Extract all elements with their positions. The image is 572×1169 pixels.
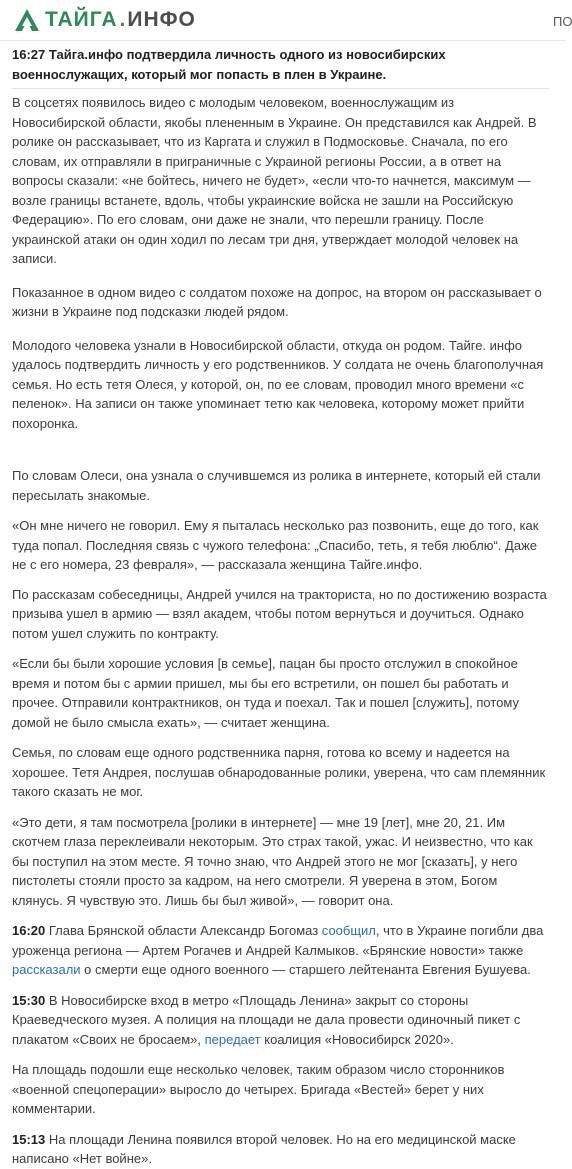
quote-paragraph: «Это дети, я там посмотрела [ролики в интернете] — мне 19 [лет], мне 20, 21. Им скотчем глаза переклеивали некоторым. Это страх такой, ужас. И неизвестно, что как бы поступил на этом месте. Я точно знаю, что Андрей этого не мог [сказать], у него пистолеты стояли просто за кадром, на него смотрели. Я уверена в этом, Богом клянусь. Я чувствую это. Лишь бы был живой», — говорит она. (12, 814, 533, 908)
news-entry (12, 921, 549, 980)
entry-headline (12, 45, 549, 84)
nav-menu-stub[interactable]: ПО (553, 14, 572, 29)
news-feed (12, 45, 549, 1169)
quote-paragraph: «Если бы были хорошие условия [в семье], пацан бы просто отслужил в спокойное время и потом бы с армии пришел, мы бы его встретили, он пошел бы работать и прочее. Отправили контрактников, он туда и поехал. Так и пошел [служить], потому домой не было смысла ехать», — считает женщина. (12, 656, 519, 730)
entry-paragraph: Молодого человека узнали в Новосибирской области, откуда он родом. Тайге. инфо удалось подтвердить личность у его родственников. У солдата не очень благополучная семья. Но есть тетя Олеся, у которой, он, по ее словам, проводил много времени «с пеленок». На записи он также упоминает тетю как человека, которому может прийти похоронка. (12, 337, 544, 431)
entry-headline-text: Тайга.инфо подтвердила личность одного из новосибирских военнослужащих, который мог попасть в плен в Украине. (12, 47, 446, 82)
entry-paragraph: Показанное в одном видео с солдатом похоже на допрос, на втором он рассказывает о жизни в Украине под подсказки людей рядом. (12, 284, 542, 319)
entry-text: В Новосибирске вход в метро «Площадь Ленина» закрыт со стороны Краеведческого музея. А полиция на площади не дала провести одиночный пикет с плакатом «Своих не бросаем», (12, 992, 521, 1047)
entry-text: , что в Украине погибли два уроженца региона — Артем Рогачев и Андрей Калмыков. «Брянские новости» также (12, 923, 544, 958)
spruce-logo-icon (14, 8, 40, 32)
entry-time: 15:13 (12, 1131, 46, 1147)
source-link[interactable]: рассказали (12, 962, 81, 977)
entry-paragraph: В соцсетях появилось видео с молодым человеком, военнослужащим из Новосибирской области, якобы плененным в Украине. Он представился как Андрей. В ролике он рассказывает, что из Каргата и служил в Подмосковье. Сначала, по его словам, их отправляли в приграничные с Украиной регионы России, а в ответ на вопросы сказали: «не бойтесь, ничего не будет», «если что-то начнется, максимум — возле границы встанете, вдоль, чтобы украинские войска не зашли на Российскую Федерацию». По его словам, они даже не знали, что перешли границу. После украинской атаки он один ходил по лесам три дня, утверждает молодой человек на записи. (12, 95, 537, 266)
entry-paragraph: По рассказам собеседницы, Андрей учился на тракториста, но по достижению возраста призыва ушел в армию — взял академ, чтобы потом вернуться и доучиться. Однако потом ушел служить по контракту. (12, 586, 547, 641)
logo-dot: . (119, 8, 126, 31)
entry-time: 16:27 (12, 47, 46, 62)
quote-paragraph: «Он мне ничего не говорил. Ему я пыталась несколько раз позвонить, еще до того, как туда попал. Последняя связь с чужого телефона: „Спасибо, теть, я тебя люблю“. Даже не с его номера, 23 февраля», — рассказала женщина Тайге.инфо. (12, 518, 539, 572)
news-entry (12, 991, 549, 1050)
source-link[interactable]: сообщил (321, 923, 376, 938)
news-entry (12, 1130, 549, 1169)
entry-text: На площади Ленина появился второй человек. Но на его медицинской маске написано «Нет войне». (12, 1131, 516, 1166)
logo-text-taiga: ТАЙГА (45, 8, 118, 31)
divider (12, 88, 549, 89)
site-header (0, 0, 572, 41)
site-logo[interactable] (14, 8, 196, 32)
entry-paragraph: На площадь подошли еще несколько человек, таким образом число сторонников «военной спецоперации» выросло до четырех. Бригада «Вестей» берет у них комментарии. (12, 1062, 505, 1116)
entry-time: 16:20 (12, 923, 46, 938)
entry-text: коалиция «Новосибирск 2020». (260, 1031, 454, 1047)
entry-text: Глава Брянской области Александр Богомаз (45, 923, 322, 938)
entry-paragraph: Семья, по словам еще одного родственника парня, готова ко всему и надеется на хорошее. Тетя Андрея, послушав обнародованные ролики, уверена, что сам племянник такого сказать не мог. (12, 745, 546, 799)
logo-text-info: ИНФО (127, 8, 196, 31)
entry-time: 15:30 (12, 992, 46, 1008)
source-link[interactable]: передает (204, 1031, 261, 1047)
entry-paragraph: По словам Олеси, она узнала о случившемся из ролика в интернете, который ей стали пересылать знакомые. (12, 468, 541, 503)
entry-text: о смерти еще одного военного — старшего лейтенанта Евгения Бушуева. (80, 962, 531, 977)
